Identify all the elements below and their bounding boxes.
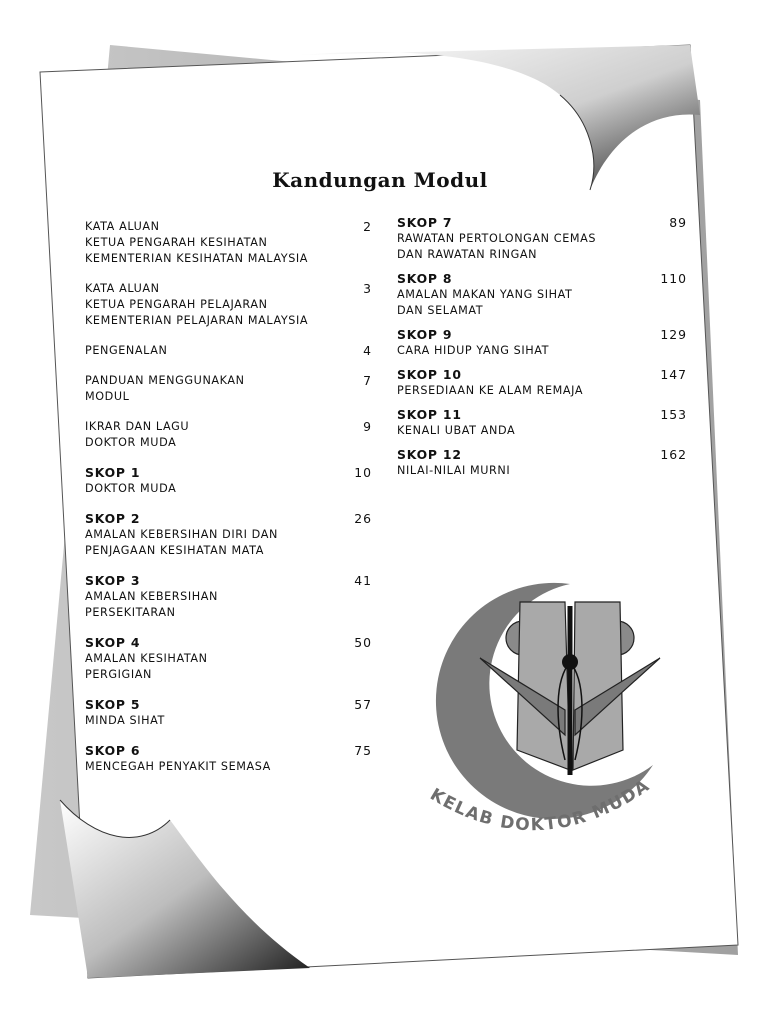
- toc-entry: [85, 343, 372, 359]
- toc-section-heading: SKOP 8: [397, 271, 453, 286]
- toc-entry-line: DAN SELAMAT: [397, 304, 484, 317]
- toc-entry-line: IKRAR DAN LAGU: [85, 420, 190, 433]
- toc-right-column: [397, 215, 687, 487]
- toc-page-number: 41: [354, 573, 372, 588]
- toc-page-number: 89: [669, 215, 687, 230]
- toc-entry: [85, 635, 372, 683]
- toc-page-number: 26: [354, 511, 372, 526]
- toc-page-number: 129: [660, 327, 687, 342]
- toc-entry-line: KATA ALUAN: [85, 282, 160, 295]
- toc-entry: [85, 373, 372, 405]
- toc-section-heading: SKOP 6: [85, 743, 141, 758]
- toc-entry-line: PENGENALAN: [85, 344, 168, 357]
- toc-section-heading: SKOP 1: [85, 465, 141, 480]
- logo-text: KELAB DOKTOR MUDA: [426, 775, 654, 836]
- toc-entry: [397, 407, 687, 439]
- toc-section-heading: SKOP 10: [397, 367, 462, 382]
- toc-entry-line: DOKTOR MUDA: [85, 436, 177, 449]
- toc-section-heading: SKOP 11: [397, 407, 462, 422]
- toc-entry: [85, 743, 372, 775]
- toc-section-heading: SKOP 12: [397, 447, 462, 462]
- toc-page-number: 10: [354, 465, 372, 480]
- toc-page-number: 153: [660, 407, 687, 422]
- toc-page-number: 3: [363, 281, 372, 296]
- toc-entry-line: AMALAN KEBERSIHAN DIRI DAN: [85, 528, 278, 541]
- toc-left-column: [85, 219, 372, 789]
- toc-section-heading: SKOP 4: [85, 635, 141, 650]
- toc-entry-line: KENALI UBAT ANDA: [397, 424, 516, 437]
- toc-entry-line: NILAI-NILAI MURNI: [397, 464, 511, 477]
- toc-entry-line: CARA HIDUP YANG SIHAT: [397, 344, 550, 357]
- toc-entry: [397, 215, 687, 263]
- toc-entry-line: PERSEKITARAN: [85, 606, 176, 619]
- toc-entry-line: AMALAN KESIHATAN: [85, 652, 208, 665]
- toc-entry-line: PERSEDIAAN KE ALAM REMAJA: [397, 384, 584, 397]
- toc-page-number: 110: [660, 271, 687, 286]
- page-title: Kandungan Modul: [272, 168, 488, 192]
- toc-section-heading: SKOP 2: [85, 511, 141, 526]
- toc-entry: [85, 573, 372, 621]
- toc-page-number: 162: [660, 447, 687, 462]
- toc-entry: [85, 697, 372, 729]
- toc-entry-line: AMALAN KEBERSIHAN: [85, 590, 218, 603]
- toc-entry: [85, 465, 372, 497]
- toc-entry: [397, 447, 687, 479]
- toc-entry-line: AMALAN MAKAN YANG SIHAT: [397, 288, 573, 301]
- toc-section-heading: SKOP 3: [85, 573, 141, 588]
- toc-page-number: 9: [363, 419, 372, 434]
- toc-entry-line: KEMENTERIAN KESIHATAN MALAYSIA: [85, 252, 309, 265]
- toc-entry-line: KETUA PENGARAH PELAJARAN: [85, 298, 268, 311]
- toc-entry-line: KATA ALUAN: [85, 220, 160, 233]
- toc-section-heading: SKOP 5: [85, 697, 141, 712]
- toc-page-number: 4: [363, 343, 372, 358]
- toc-page-number: 57: [354, 697, 372, 712]
- toc-page-number: 2: [363, 219, 372, 234]
- toc-entry-line: MODUL: [85, 390, 130, 403]
- toc-entry: [85, 219, 372, 267]
- toc-entry-line: RAWATAN PERTOLONGAN CEMAS: [397, 232, 597, 245]
- toc-entry-line: MENCEGAH PENYAKIT SEMASA: [85, 760, 271, 773]
- toc-entry: [85, 419, 372, 451]
- toc-entry: [85, 511, 372, 559]
- toc-entry-line: KETUA PENGARAH KESIHATAN: [85, 236, 268, 249]
- toc-section-heading: SKOP 7: [397, 215, 453, 230]
- toc-entry-line: PENJAGAAN KESIHATAN MATA: [85, 544, 264, 557]
- toc-entry: [397, 271, 687, 319]
- toc-entry: [397, 367, 687, 399]
- toc-entry: [85, 281, 372, 329]
- toc-entry-line: PANDUAN MENGGUNAKAN: [85, 374, 245, 387]
- toc-page-number: 75: [354, 743, 372, 758]
- toc-entry-line: DOKTOR MUDA: [85, 482, 177, 495]
- toc-page-number: 147: [660, 367, 687, 382]
- toc-page-number: 50: [354, 635, 372, 650]
- toc-entry-line: KEMENTERIAN PELAJARAN MALAYSIA: [85, 314, 309, 327]
- toc-entry-line: PERGIGIAN: [85, 668, 152, 681]
- toc-section-heading: SKOP 9: [397, 327, 453, 342]
- toc-entry-line: DAN RAWATAN RINGAN: [397, 248, 538, 261]
- toc-entry-line: MINDA SIHAT: [85, 714, 165, 727]
- toc-entry: [397, 327, 687, 359]
- kelab-doktor-muda-logo-icon: [405, 570, 675, 850]
- toc-page-number: 7: [363, 373, 372, 388]
